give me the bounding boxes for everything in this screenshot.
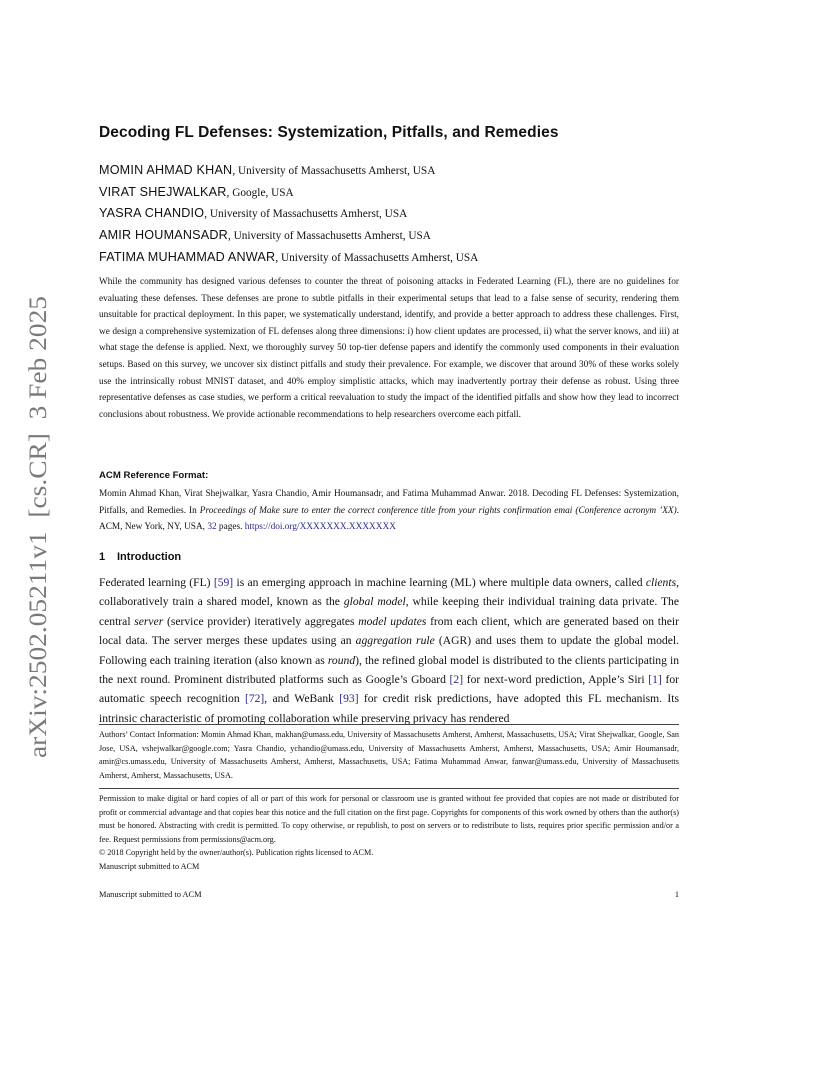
arxiv-stamp-text: arXiv:2502.05211v1 [cs.CR] 3 Feb 2025: [23, 328, 52, 758]
author-name: VIRAT SHEJWALKAR: [99, 184, 227, 199]
intro-text: , collaboratively train a shared model, known as the: [99, 576, 679, 609]
acm-reference-heading: ACM Reference Format:: [99, 470, 209, 481]
intro-text: , and WeBank: [264, 692, 340, 706]
permission-block: [99, 792, 679, 873]
intro-text: for credit risk predictions, have adopted this FL mechanism. Its intrinsic characteristic of promoting collaboration while preserving privacy has rendered: [99, 692, 679, 725]
doi-link[interactable]: https://doi.org/XXXXXXX.XXXXXXX: [244, 522, 396, 533]
acm-reference-text: pages.: [216, 522, 245, 533]
author-contact-info: Authors’ Contact Information: Momin Ahmad Khan, makhan@umass.edu, University of Massachusetts Amherst, Amherst, Massachusetts, USA; Virat Shejwalkar, Google, San Jose, USA, vshejwalkar@google.com; Yasra Chandio, ychandio@umass.edu, University of Massachusetts Amherst, Amherst, Massachusetts, USA; Amir Houmansadr, amir@cs.umass.edu, University of Massachusetts Amherst, Amherst, Massachusetts, USA; Fatima Muhammad Anwar, fanwar@umass.edu, University of Massachusetts Amherst, Amherst, Massachusetts, USA.: [99, 730, 679, 780]
manuscript-note: Manuscript submitted to ACM: [99, 861, 200, 871]
acm-reference-text: . ACM, New York, NY, USA,: [99, 505, 679, 533]
citation-link[interactable]: [2]: [449, 673, 464, 687]
acm-reference-text: Momin Ahmad Khan, Virat Shejwalkar, Yasra Chandio, Amir Houmansadr, and Fatima Muhammad Anwar. 2018. Decoding FL Defenses: Systemization, Pitfalls, and Remedies. In: [99, 489, 679, 516]
citation-link[interactable]: [59]: [213, 576, 234, 589]
author-affiliation: , University of Massachusetts Amherst, USA: [232, 165, 436, 177]
abstract: While the community has designed various defenses to counter the threat of poisoning attacks in Federated Learning (FL), there are no guidelines for evaluating these defenses. These defenses are prone to subtle pitfalls in their experimental setups that lead to a false sense of security, rendering them unsuitable for practical deployment. In this paper, we systematically understand, identify, and provide a better approach to address these challenges. First, we design a comprehensive systemization of FL defenses along three dimensions: i) how client updates are processed, ii) what the server knows, and iii) at what stage the defense is applied. Next, we thoroughly survey 50 top-tier defense papers and identify the commonly used components in their evaluation setups. Based on this survey, we uncover six distinct pitfalls and study their prevalence. For example, we discover that around 30% of these works solely use the intrinsically robust MNIST dataset, and 40% employ simplistic attacks, which may inadvertently portray their defense as robust. Using three representative defenses as case studies, we perform a critical reevaluation to study the impact of the identified pitfalls and show how they lead to incorrect conclusions about robustness. We provide actionable recommendations to help researchers overcome each pitfall.: [99, 277, 679, 420]
intro-text: Federated learning (FL): [99, 576, 214, 589]
acm-reference-venue: Proceedings of Make sure to enter the correct conference title from your rights confirmation emai (Conference acronym ’XX): [199, 505, 677, 516]
intro-term: aggregation rule: [355, 634, 435, 648]
section-number: 1: [99, 551, 106, 563]
author-affiliation: , University of Massachusetts Amherst, USA: [227, 230, 431, 243]
intro-term: model updates: [358, 614, 427, 628]
footnote-divider: [99, 724, 679, 725]
author-affiliation: , Google, USA: [226, 186, 294, 199]
intro-text: is an emerging approach in machine learning (ML) where multiple data owners, called: [233, 576, 646, 589]
author-name: AMIR HOUMANSADR: [99, 228, 228, 243]
intro-term: global model: [343, 595, 406, 609]
intro-text: ), the refined global model is distributed to the clients participating in the next round. Prominent distributed platforms such as Google’s Gboard: [99, 653, 679, 687]
intro-paragraph: [99, 573, 679, 728]
intro-text: (AGR) and uses them to update the global model. Following each training iteration (also known as: [99, 634, 679, 667]
author-entry: [99, 246, 679, 268]
copyright-line: © 2018 Copyright held by the owner/author(s). Publication rights licensed to ACM.: [99, 848, 374, 857]
footer-text: Manuscript submitted to ACM: [99, 890, 202, 899]
intro-text: (service provider) iteratively aggregates: [163, 614, 359, 628]
author-name: FATIMA MUHAMMAD ANWAR: [99, 249, 276, 264]
section-heading: [99, 551, 181, 563]
intro-text: for next-word prediction, Apple’s Siri: [463, 673, 649, 687]
author-name: YASRA CHANDIO: [99, 206, 205, 221]
intro-text: from each client, which are generated based on their local data. The server merges these updates using an: [99, 614, 680, 648]
author-entry: [99, 181, 679, 203]
author-affiliation: , University of Massachusetts Amherst, USA: [204, 208, 408, 221]
acm-reference: [99, 486, 679, 536]
section-title: Introduction: [117, 551, 182, 563]
paper-title: Decoding FL Defenses: Systemization, Pitfalls, and Remedies: [99, 124, 559, 141]
permission-divider: [99, 788, 679, 789]
author-affiliation: , University of Massachusetts Amherst, USA: [275, 251, 479, 264]
pages-link[interactable]: 32: [207, 522, 217, 533]
arxiv-stamp: [2, 292, 72, 762]
author-list: [99, 159, 679, 267]
citation-link[interactable]: [72]: [244, 692, 265, 706]
permission-text: Permission to make digital or hard copies of all or part of this work for personal or classroom use is granted without fee provided that copies are not made or distributed for profit or commercial advantage and that copies bear this notice and the full citation on the first page. Copyrights for components of this work owned by others than the author(s) must be honored. Abstracting with credit is permitted. To copy otherwise, or republish, to post on servers or to redistribute to lists, requires prior specific permission and/or a fee. Request permissions from permissions@acm.org.: [99, 794, 679, 844]
intro-term: round: [327, 653, 356, 667]
citation-link[interactable]: [1]: [648, 673, 662, 687]
citation-link[interactable]: [93]: [339, 692, 359, 706]
author-name: MOMIN AHMAD KHAN: [99, 163, 233, 177]
author-entry: [99, 202, 679, 224]
intro-term: server: [134, 614, 164, 628]
intro-text: , while keeping their individual training data private. The central: [99, 595, 679, 628]
author-entry: [99, 159, 679, 181]
intro-term: clients: [645, 576, 677, 589]
intro-text: for automatic speech recognition: [99, 673, 679, 706]
page-number: 1: [674, 890, 679, 899]
author-entry: [99, 224, 679, 246]
